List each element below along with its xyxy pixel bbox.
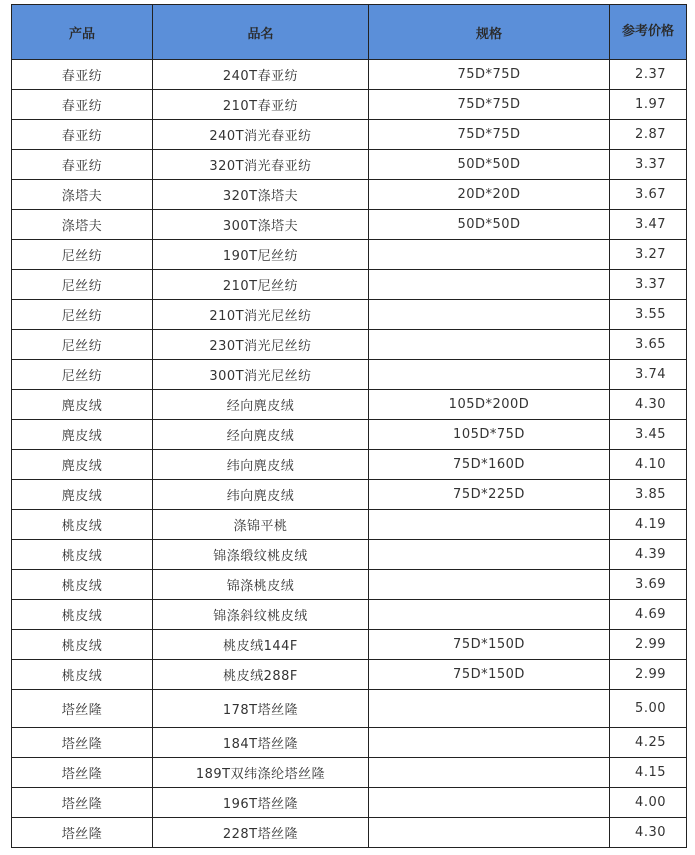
cell-product: 麂皮绒 [12, 390, 153, 420]
cell-name: 纬向麂皮绒 [153, 450, 369, 480]
table-row [12, 660, 687, 690]
cell-price: 3.85 [610, 480, 687, 510]
cell-price: 3.69 [610, 570, 687, 600]
cell-spec [369, 510, 610, 540]
cell-price: 4.39 [610, 540, 687, 570]
cell-price: 3.65 [610, 330, 687, 360]
cell-spec [369, 330, 610, 360]
table-row [12, 120, 687, 150]
cell-product: 尼丝纺 [12, 240, 153, 270]
cell-spec [369, 600, 610, 630]
cell-price: 4.25 [610, 728, 687, 758]
cell-price: 4.69 [610, 600, 687, 630]
table-body [12, 60, 687, 848]
cell-spec [369, 270, 610, 300]
cell-price: 2.87 [610, 120, 687, 150]
cell-name: 锦涤斜纹桃皮绒 [153, 600, 369, 630]
table-row [12, 180, 687, 210]
table-row [12, 300, 687, 330]
cell-spec [369, 570, 610, 600]
table-row [12, 150, 687, 180]
cell-name: 210T消光尼丝纺 [153, 300, 369, 330]
table-row [12, 360, 687, 390]
cell-name: 196T塔丝隆 [153, 788, 369, 818]
cell-spec: 20D*20D [369, 180, 610, 210]
table-row [12, 510, 687, 540]
cell-name: 经向麂皮绒 [153, 390, 369, 420]
cell-price: 3.37 [610, 270, 687, 300]
cell-name: 228T塔丝隆 [153, 818, 369, 848]
price-table [11, 4, 687, 848]
table-row [12, 630, 687, 660]
cell-product: 桃皮绒 [12, 540, 153, 570]
cell-product: 塔丝隆 [12, 818, 153, 848]
cell-product: 春亚纺 [12, 150, 153, 180]
cell-price: 3.37 [610, 150, 687, 180]
cell-spec: 75D*150D [369, 660, 610, 690]
cell-price: 3.67 [610, 180, 687, 210]
header-product: 产品 [12, 5, 153, 60]
cell-name: 300T消光尼丝纺 [153, 360, 369, 390]
cell-spec: 75D*160D [369, 450, 610, 480]
cell-product: 尼丝纺 [12, 330, 153, 360]
cell-spec [369, 690, 610, 728]
cell-product: 尼丝纺 [12, 360, 153, 390]
table-row [12, 480, 687, 510]
cell-price: 2.99 [610, 630, 687, 660]
cell-spec [369, 300, 610, 330]
table-row [12, 90, 687, 120]
cell-product: 尼丝纺 [12, 300, 153, 330]
cell-price: 3.55 [610, 300, 687, 330]
cell-price: 3.47 [610, 210, 687, 240]
table-row [12, 450, 687, 480]
cell-name: 240T春亚纺 [153, 60, 369, 90]
cell-name: 230T消光尼丝纺 [153, 330, 369, 360]
table-row [12, 390, 687, 420]
cell-product: 塔丝隆 [12, 788, 153, 818]
cell-price: 4.10 [610, 450, 687, 480]
table-row [12, 60, 687, 90]
cell-price: 1.97 [610, 90, 687, 120]
cell-product: 桃皮绒 [12, 570, 153, 600]
table-row [12, 420, 687, 450]
cell-spec [369, 758, 610, 788]
table-row [12, 600, 687, 630]
table-row [12, 728, 687, 758]
cell-spec: 75D*75D [369, 60, 610, 90]
cell-name: 189T双纬涤纶塔丝隆 [153, 758, 369, 788]
cell-name: 涤锦平桃 [153, 510, 369, 540]
table-row [12, 818, 687, 848]
cell-name: 纬向麂皮绒 [153, 480, 369, 510]
cell-price: 3.27 [610, 240, 687, 270]
cell-name: 桃皮绒144F [153, 630, 369, 660]
cell-product: 桃皮绒 [12, 660, 153, 690]
cell-price: 3.74 [610, 360, 687, 390]
cell-spec [369, 728, 610, 758]
cell-name: 锦涤桃皮绒 [153, 570, 369, 600]
cell-product: 涤塔夫 [12, 180, 153, 210]
header-price: 参考价格 [610, 5, 687, 60]
cell-product: 麂皮绒 [12, 480, 153, 510]
cell-name: 桃皮绒288F [153, 660, 369, 690]
table-row [12, 270, 687, 300]
cell-product: 涤塔夫 [12, 210, 153, 240]
cell-name: 320T消光春亚纺 [153, 150, 369, 180]
table-row [12, 210, 687, 240]
cell-name: 经向麂皮绒 [153, 420, 369, 450]
cell-product: 塔丝隆 [12, 728, 153, 758]
cell-product: 塔丝隆 [12, 690, 153, 728]
cell-spec: 50D*50D [369, 150, 610, 180]
cell-price: 2.99 [610, 660, 687, 690]
cell-product: 尼丝纺 [12, 270, 153, 300]
cell-spec [369, 360, 610, 390]
cell-name: 184T塔丝隆 [153, 728, 369, 758]
cell-spec: 105D*200D [369, 390, 610, 420]
cell-price: 4.30 [610, 390, 687, 420]
cell-spec: 50D*50D [369, 210, 610, 240]
cell-price: 5.00 [610, 690, 687, 728]
cell-spec [369, 818, 610, 848]
cell-spec [369, 788, 610, 818]
table-row [12, 540, 687, 570]
cell-name: 240T消光春亚纺 [153, 120, 369, 150]
table-header-row [12, 5, 687, 60]
cell-spec: 75D*225D [369, 480, 610, 510]
cell-name: 190T尼丝纺 [153, 240, 369, 270]
cell-name: 320T涤塔夫 [153, 180, 369, 210]
cell-price: 4.00 [610, 788, 687, 818]
cell-product: 春亚纺 [12, 120, 153, 150]
cell-spec: 105D*75D [369, 420, 610, 450]
table-row [12, 690, 687, 728]
header-name: 品名 [153, 5, 369, 60]
table-row [12, 570, 687, 600]
table-row [12, 788, 687, 818]
cell-product: 春亚纺 [12, 90, 153, 120]
cell-spec: 75D*75D [369, 90, 610, 120]
cell-name: 锦涤缎纹桃皮绒 [153, 540, 369, 570]
cell-price: 3.45 [610, 420, 687, 450]
table-row [12, 240, 687, 270]
cell-price: 2.37 [610, 60, 687, 90]
cell-product: 桃皮绒 [12, 510, 153, 540]
cell-product: 塔丝隆 [12, 758, 153, 788]
cell-name: 178T塔丝隆 [153, 690, 369, 728]
cell-price: 4.30 [610, 818, 687, 848]
cell-spec [369, 540, 610, 570]
cell-product: 春亚纺 [12, 60, 153, 90]
cell-name: 300T涤塔夫 [153, 210, 369, 240]
table-row [12, 330, 687, 360]
cell-spec [369, 240, 610, 270]
cell-price: 4.15 [610, 758, 687, 788]
cell-product: 麂皮绒 [12, 450, 153, 480]
cell-name: 210T春亚纺 [153, 90, 369, 120]
cell-product: 桃皮绒 [12, 600, 153, 630]
cell-name: 210T尼丝纺 [153, 270, 369, 300]
header-spec: 规格 [369, 5, 610, 60]
cell-product: 麂皮绒 [12, 420, 153, 450]
cell-spec: 75D*75D [369, 120, 610, 150]
cell-product: 桃皮绒 [12, 630, 153, 660]
cell-spec: 75D*150D [369, 630, 610, 660]
cell-price: 4.19 [610, 510, 687, 540]
table-row [12, 758, 687, 788]
